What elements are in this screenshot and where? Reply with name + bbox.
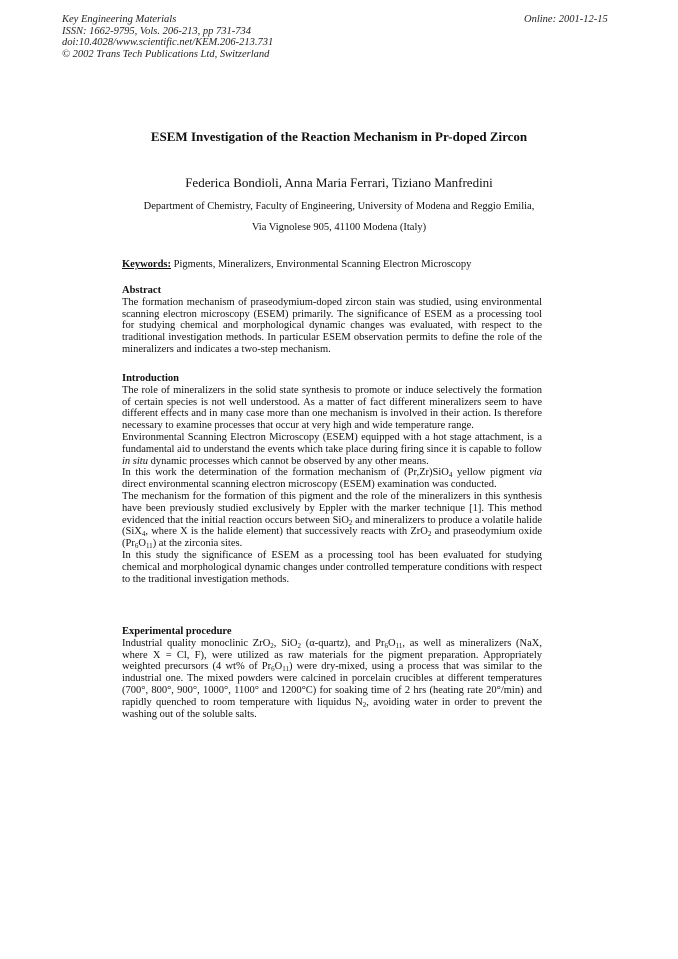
header-doi[interactable]: doi:10.4028/www.scientific.net/KEM.206-213.731 — [62, 37, 274, 48]
experimental-heading: Experimental procedure — [122, 626, 232, 637]
keywords-text: Pigments, Mineralizers, Environmental Scanning Electron Microscopy — [173, 259, 472, 270]
header-copyright: © 2002 Trans Tech Publications Ltd, Switzerland — [62, 48, 270, 60]
abstract-heading: Abstract — [122, 285, 162, 296]
header-issn: ISSN: 1662-9795, Vols. 206-213, pp 731-734 — [62, 25, 251, 37]
experimental-section — [122, 626, 542, 720]
experimental-paragraph: Industrial quality monoclinic ZrO$_2$, SiO$_2$ (α-quartz), and $Pr_6O_{11}$, as well as mineralizers (NaX, where X = Cl, F), were utilized as raw materials for the pigment preparation. Appropriately weighted precursors (4 wt% of $Pr_6O_{11}$) were dry-mixed, using a process that was similar to the industrial one. The mixed powders were calcined in porcelain crucibles at different temperatures (700°, 800°, 900°, 1000°, 1100° and 1200°C) for soaking time of 2 hrs (heating rate 20°/min) and rapidly quenched to room temperature with liquidus $N_2$, avoiding water in order to prevent the washing out of the soluble salts. — [122, 637, 542, 720]
intro-paragraph-4: The mechanism for the formation of this pigment and the role of the mineralizers in this synthesis have been previously studied exclusively by Eppler with the marker technique [1]. This method evidenced that the initial reaction occurs between SiO$_2$ and mineralizers to produce a volatile halide (SiX$_4$, where X is the halide element) that successively reacts with ZrO$_2$ and praseodymium oxide $(Pr_6O_{11})$ at the zirconia sites. — [122, 490, 543, 551]
paper-title: ESEM Investigation of the Reaction Mechanism in Pr-doped Zircon — [150, 129, 528, 144]
abstract-section — [122, 285, 542, 356]
intro-paragraph-1: The role of mineralizers in the solid state synthesis to promote or induce selectively the formation of certain species is not well understood. As a matter of fact different mineralizers seem to have different effects and in many case more than one mechanism is involved in their action. Is therefore necessary to examine processes that occur at very high and wide temperature range. — [122, 384, 542, 432]
authors: Federica Bondioli, Anna Maria Ferrari, Tiziano Manfredini — [185, 175, 493, 190]
keywords — [122, 259, 471, 270]
intro-paragraph-5: In this study the significance of ESEM as a processing tool has been evaluated for studying chemical and morphological dynamic changes under controlled temperature conditions with respect to the traditional investigation methods. — [122, 549, 542, 585]
header-journal-name: Key Engineering Materials — [62, 14, 177, 25]
intro-paragraph-2: Environmental Scanning Electron Microscopy (ESEM) equipped with a hot stage attachment, is a fundamental aid to understand the events which take place during firing since it is capable to follow in situ dynamic processes which cannot be observed by any other means. — [122, 431, 542, 467]
abstract-text: The formation mechanism of praseodymium-doped zircon stain was studied, using environmental scanning electron microscopy (ESEM) primarily. The significance of ESEM as a processing tool for studying chemical and morphological dynamic changes was evaluated, with respect to the traditional investigation methods. In particular ESEM observation permits to define the role of the mineralizers and indicates a two-step mechanism. — [122, 296, 542, 355]
introduction-heading: Introduction — [122, 373, 179, 384]
journal-header — [62, 14, 273, 60]
affiliation-line-2: Via Vignolese 905, 41100 Modena (Italy) — [251, 222, 427, 233]
affiliation-line-1: Department of Chemistry, Faculty of Engineering, University of Modena and Reggio Emilia, — [143, 201, 535, 212]
intro-paragraph-3: In this work the determination of the formation mechanism of (Pr,Zr)SiO$_4$ yellow pigment via direct environmental scanning electron microscopy (ESEM) examination was conducted. — [122, 467, 543, 491]
online-date: Online: 2001-12-15 — [524, 14, 608, 25]
introduction-section — [122, 373, 542, 585]
affiliation — [0, 196, 678, 238]
keywords-label: Keywords: — [122, 259, 171, 270]
